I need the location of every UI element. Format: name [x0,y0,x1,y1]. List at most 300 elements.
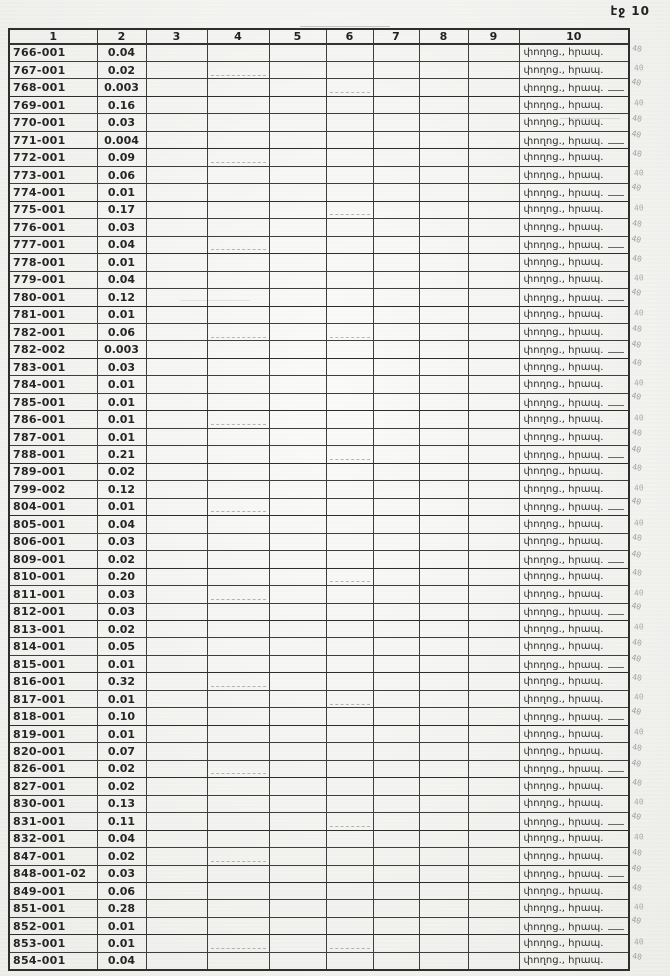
record-code: 782-001 [9,324,97,341]
record-code: 768-001 [9,79,97,96]
record-value: 0.04 [97,830,146,847]
margin-mark: 40 [631,952,643,963]
table-row [9,61,629,78]
empty-cell-9 [468,341,519,358]
record-code: 785-001 [9,393,97,410]
empty-cell-8 [419,61,468,78]
table-row [9,586,629,603]
note-cell [519,481,629,498]
margin-mark: 40 [631,847,643,858]
table-row [9,498,629,515]
record-code: 820-001 [9,743,97,760]
table-row [9,428,629,445]
empty-cell-5 [269,61,326,78]
empty-cell-6 [326,830,373,847]
empty-cell-9 [468,900,519,917]
empty-cell-7 [373,306,419,323]
table-row [9,813,629,830]
table-row [9,393,629,410]
empty-cell-8 [419,935,468,952]
margin-mark: 40 [633,378,644,388]
empty-cell-6 [326,813,373,830]
empty-cell-5 [269,463,326,480]
empty-cell-4 [207,149,269,166]
record-value: 0.21 [97,446,146,463]
empty-cell-4 [207,96,269,113]
page-number-label: էջ 10 [610,4,650,18]
empty-cell-6 [326,79,373,96]
note-text: փողոց., հրապ. [523,221,604,233]
empty-cell-3 [146,79,207,96]
margin-mark: 40 [633,518,644,528]
empty-cell-8 [419,778,468,795]
note-text: փողոց., հրապ. [523,536,604,548]
empty-cell-9 [468,533,519,550]
record-value: 0.04 [97,516,146,533]
margin-mark: 40 [633,273,644,284]
empty-cell-6 [326,184,373,201]
empty-cell-4 [207,533,269,550]
note-text: փողոց., հրապ. [523,833,604,845]
empty-cell-3 [146,498,207,515]
table-row [9,603,629,620]
empty-cell-8 [419,743,468,760]
empty-cell-5 [269,813,326,830]
empty-cell-3 [146,44,207,61]
record-code: 827-001 [9,778,97,795]
record-code: 851-001 [9,900,97,917]
empty-cell-7 [373,760,419,777]
empty-cell-9 [468,952,519,969]
empty-cell-3 [146,952,207,969]
column-header-2: 2 [97,29,146,44]
empty-cell-5 [269,166,326,183]
empty-cell-4 [207,79,269,96]
empty-cell-9 [468,813,519,830]
record-value: 0.06 [97,324,146,341]
empty-cell-5 [269,586,326,603]
note-text: փողոց., հրապ. [524,660,625,671]
table-row [9,935,629,952]
empty-cell-3 [146,341,207,358]
empty-cell-6 [326,533,373,550]
empty-cell-5 [269,725,326,742]
note-cell [519,813,629,830]
note-cell [519,184,629,201]
empty-cell-3 [146,219,207,236]
empty-cell-9 [468,848,519,865]
margin-mark: 40 [631,427,643,439]
note-text: փողոց., հրապ. [523,938,604,950]
empty-cell-6 [326,236,373,253]
empty-cell-7 [373,900,419,917]
record-value: 0.20 [97,568,146,585]
record-code: 789-001 [9,463,97,480]
record-value: 0.16 [97,96,146,113]
record-value: 0.07 [97,743,146,760]
empty-cell-6 [326,900,373,917]
note-cell [519,917,629,934]
table-row [9,96,629,113]
empty-cell-9 [468,79,519,96]
empty-cell-7 [373,620,419,637]
empty-cell-9 [468,778,519,795]
empty-cell-9 [468,690,519,707]
note-cell [519,760,629,777]
record-value: 0.01 [97,393,146,410]
empty-cell-5 [269,795,326,812]
empty-cell-8 [419,813,468,830]
empty-cell-4 [207,865,269,882]
empty-cell-5 [269,44,326,61]
empty-cell-4 [207,481,269,498]
record-value: 0.01 [97,935,146,952]
empty-cell-6 [326,883,373,900]
note-cell [519,61,629,78]
table-row [9,289,629,306]
note-cell [519,638,629,655]
record-code: 787-001 [9,428,97,445]
empty-cell-8 [419,917,468,934]
table-row [9,620,629,637]
note-text: փողոց., հրապ. [524,83,625,94]
empty-cell-5 [269,620,326,637]
note-cell [519,952,629,969]
empty-cell-4 [207,131,269,148]
empty-cell-8 [419,865,468,882]
empty-cell-9 [468,166,519,183]
empty-cell-7 [373,184,419,201]
note-text: փողոց., հրապ. [523,361,604,373]
empty-cell-6 [326,865,373,882]
empty-cell-4 [207,61,269,78]
record-value: 0.03 [97,865,146,882]
margin-mark: 40 [630,496,642,508]
empty-cell-4 [207,743,269,760]
note-cell [519,376,629,393]
empty-cell-8 [419,900,468,917]
empty-cell-5 [269,184,326,201]
record-value: 0.01 [97,411,146,428]
table-row [9,149,629,166]
record-code: 854-001 [9,952,97,969]
note-text: փողոց., հրապ. [523,885,604,897]
empty-cell-3 [146,743,207,760]
column-header-9: 9 [468,29,519,44]
empty-cell-5 [269,551,326,568]
empty-cell-8 [419,44,468,61]
empty-cell-5 [269,830,326,847]
empty-cell-4 [207,166,269,183]
empty-cell-8 [419,620,468,637]
record-value: 0.28 [97,900,146,917]
record-value: 0.01 [97,376,146,393]
empty-cell-8 [419,551,468,568]
empty-cell-8 [419,393,468,410]
note-cell [519,428,629,445]
empty-cell-4 [207,498,269,515]
empty-cell-5 [269,848,326,865]
note-cell [519,271,629,288]
empty-cell-6 [326,935,373,952]
note-text: փողոց., հրապ. [523,483,604,495]
note-text: փողոց., հրապ. [523,379,604,391]
empty-cell-8 [419,725,468,742]
note-text: փողոց., հրապ. [523,903,604,915]
table-row [9,568,629,585]
empty-cell-6 [326,446,373,463]
empty-cell-9 [468,428,519,445]
note-text: փողոց., հրապ. [524,293,625,304]
empty-cell-7 [373,568,419,585]
empty-cell-4 [207,44,269,61]
empty-cell-9 [468,586,519,603]
empty-cell-9 [468,760,519,777]
record-value: 0.09 [97,149,146,166]
record-code: 817-001 [9,690,97,707]
empty-cell-3 [146,586,207,603]
empty-cell-7 [373,131,419,148]
table-row [9,708,629,725]
empty-cell-6 [326,638,373,655]
note-cell [519,79,629,96]
note-cell [519,795,629,812]
record-value: 0.06 [97,883,146,900]
table-row [9,184,629,201]
margin-mark: 40 [631,462,643,474]
empty-cell-4 [207,935,269,952]
empty-cell-9 [468,865,519,882]
scan-artifact [300,26,390,27]
empty-cell-9 [468,289,519,306]
empty-cell-5 [269,376,326,393]
note-text: փողոց., հրապ. [523,955,604,967]
empty-cell-5 [269,79,326,96]
note-text: փողոց., հրապ. [523,152,604,164]
empty-cell-8 [419,306,468,323]
margin-mark: 40 [633,902,644,912]
record-code: 780-001 [9,289,97,306]
record-value: 0.01 [97,306,146,323]
empty-cell-6 [326,114,373,131]
record-value: 0.01 [97,428,146,445]
record-code: 774-001 [9,184,97,201]
empty-cell-7 [373,935,419,952]
record-code: 772-001 [9,149,97,166]
record-value: 0.11 [97,813,146,830]
note-text: փողոց., հրապ. [524,869,625,880]
record-code: 830-001 [9,795,97,812]
empty-cell-9 [468,149,519,166]
empty-cell-7 [373,376,419,393]
empty-cell-9 [468,219,519,236]
empty-cell-6 [326,219,373,236]
empty-cell-9 [468,114,519,131]
note-cell [519,219,629,236]
record-code: 831-001 [9,813,97,830]
record-value: 0.03 [97,586,146,603]
record-value: 0.02 [97,61,146,78]
record-code: 811-001 [9,586,97,603]
empty-cell-3 [146,725,207,742]
record-code: 776-001 [9,219,97,236]
note-cell [519,44,629,61]
record-code: 853-001 [9,935,97,952]
table-row [9,551,629,568]
column-header-4: 4 [207,29,269,44]
empty-cell-6 [326,254,373,271]
empty-cell-7 [373,586,419,603]
empty-cell-9 [468,358,519,375]
note-text: փողոց., հրապ. [523,623,604,635]
table-row [9,655,629,672]
note-cell [519,236,629,253]
note-text: փողոց., հրապ. [524,555,625,566]
empty-cell-7 [373,638,419,655]
empty-cell-6 [326,341,373,358]
table-row [9,795,629,812]
empty-cell-7 [373,149,419,166]
empty-cell-5 [269,708,326,725]
empty-cell-7 [373,725,419,742]
empty-cell-8 [419,236,468,253]
empty-cell-3 [146,935,207,952]
empty-cell-4 [207,603,269,620]
empty-cell-3 [146,271,207,288]
note-cell [519,201,629,218]
margin-mark: 40 [630,915,642,927]
note-text: փողոց., հրապ. [523,47,604,59]
empty-cell-5 [269,673,326,690]
note-cell [519,900,629,917]
empty-cell-5 [269,149,326,166]
empty-cell-9 [468,324,519,341]
record-code: 818-001 [9,708,97,725]
margin-mark: 40 [633,63,644,74]
margin-mark: 40 [633,203,644,214]
empty-cell-3 [146,306,207,323]
empty-cell-5 [269,271,326,288]
empty-cell-4 [207,428,269,445]
note-cell [519,324,629,341]
record-code: 786-001 [9,411,97,428]
empty-cell-8 [419,324,468,341]
empty-cell-6 [326,358,373,375]
record-value: 0.01 [97,690,146,707]
empty-cell-7 [373,358,419,375]
table-row [9,778,629,795]
empty-cell-3 [146,638,207,655]
empty-cell-8 [419,673,468,690]
table-row [9,638,629,655]
note-text: փողոց., հրապ. [524,502,625,513]
empty-cell-7 [373,498,419,515]
empty-cell-3 [146,184,207,201]
note-cell [519,498,629,515]
empty-cell-4 [207,463,269,480]
empty-cell-7 [373,795,419,812]
margin-mark: 40 [633,692,644,703]
record-code: 767-001 [9,61,97,78]
note-cell [519,393,629,410]
empty-cell-5 [269,655,326,672]
margin-mark: 40 [631,532,643,544]
empty-cell-7 [373,533,419,550]
empty-cell-7 [373,708,419,725]
empty-cell-7 [373,411,419,428]
empty-cell-5 [269,743,326,760]
empty-cell-7 [373,655,419,672]
empty-cell-8 [419,184,468,201]
record-code: 782-002 [9,341,97,358]
record-value: 0.10 [97,708,146,725]
empty-cell-3 [146,568,207,585]
table-row [9,830,629,847]
note-text: փողոց., հրապ. [523,274,604,286]
empty-cell-4 [207,201,269,218]
table-row [9,952,629,969]
note-text: փողոց., հրապ. [523,850,604,862]
empty-cell-6 [326,481,373,498]
empty-cell-9 [468,271,519,288]
margin-mark: 40 [631,148,643,159]
record-value: 0.04 [97,271,146,288]
record-value: 0.04 [97,236,146,253]
record-value: 0.01 [97,725,146,742]
empty-cell-6 [326,568,373,585]
record-code: 852-001 [9,917,97,934]
empty-cell-3 [146,795,207,812]
empty-cell-7 [373,463,419,480]
empty-cell-7 [373,813,419,830]
empty-cell-5 [269,341,326,358]
empty-cell-7 [373,830,419,847]
empty-cell-3 [146,690,207,707]
empty-cell-3 [146,201,207,218]
note-cell [519,586,629,603]
note-cell [519,708,629,725]
empty-cell-4 [207,254,269,271]
empty-cell-8 [419,481,468,498]
empty-cell-4 [207,795,269,812]
record-value: 0.004 [97,131,146,148]
empty-cell-4 [207,900,269,917]
margin-mark: 40 [630,443,642,455]
empty-cell-6 [326,44,373,61]
empty-cell-4 [207,952,269,969]
empty-cell-9 [468,131,519,148]
empty-cell-8 [419,638,468,655]
empty-cell-7 [373,166,419,183]
note-text: փողոց., հրապ. [523,641,604,653]
empty-cell-7 [373,114,419,131]
record-value: 0.04 [97,44,146,61]
empty-cell-9 [468,655,519,672]
empty-cell-4 [207,848,269,865]
empty-cell-6 [326,620,373,637]
empty-cell-9 [468,393,519,410]
empty-cell-5 [269,917,326,934]
record-code: 804-001 [9,498,97,515]
table-row [9,376,629,393]
record-code: 809-001 [9,551,97,568]
empty-cell-5 [269,306,326,323]
empty-cell-5 [269,638,326,655]
empty-cell-9 [468,795,519,812]
record-value: 0.32 [97,673,146,690]
margin-mark: 40 [633,937,644,947]
record-value: 0.17 [97,201,146,218]
